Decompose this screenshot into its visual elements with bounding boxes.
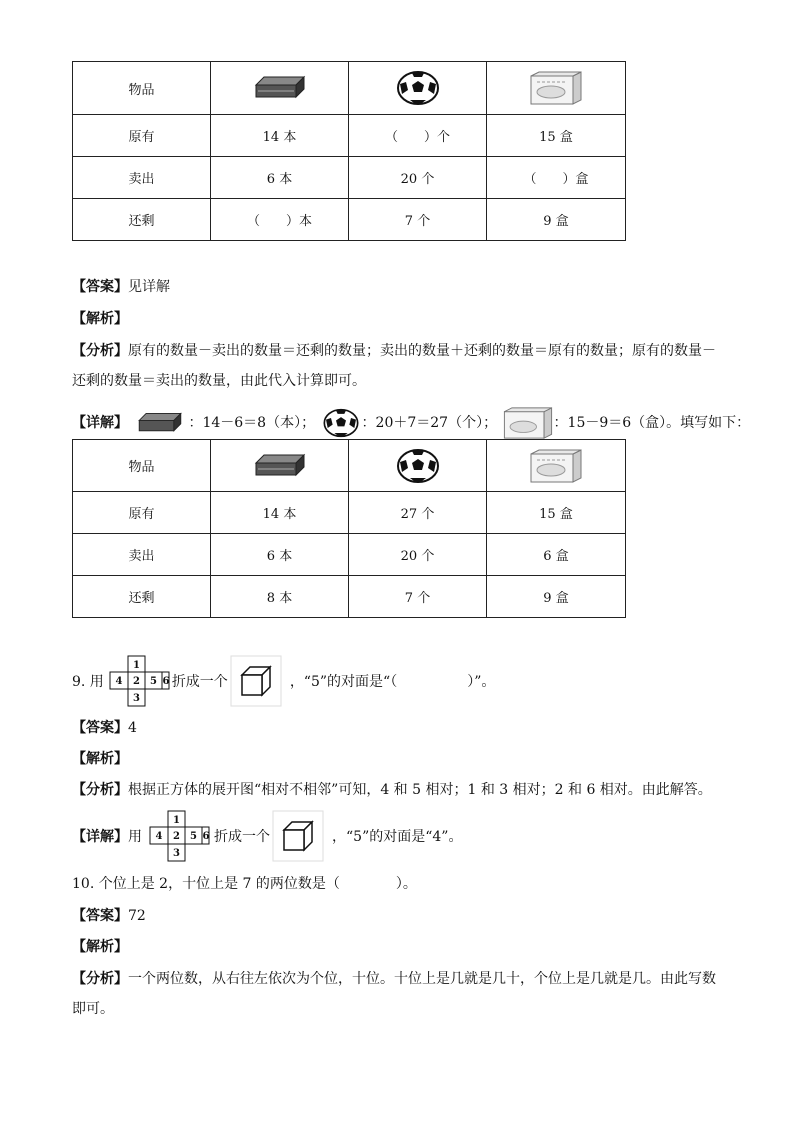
table-cell-blank: （ ）盒 xyxy=(487,157,626,199)
box-icon-cell xyxy=(487,440,626,492)
net-face-6: 6 xyxy=(162,676,170,687)
table-cell: 15 盒 xyxy=(487,115,626,157)
fenxi-tag: 【分析】 xyxy=(72,971,128,987)
box-icon-cell xyxy=(487,62,626,115)
net-face-3: 3 xyxy=(173,848,180,859)
box-icon xyxy=(529,70,583,106)
detail-tag: 【详解】 xyxy=(72,415,128,431)
book-icon xyxy=(252,451,308,481)
fenxi-line-1 xyxy=(72,341,716,361)
table-cell: 14 本 xyxy=(211,492,349,534)
analysis-line xyxy=(72,749,128,769)
soccer-ball-icon-cell xyxy=(349,62,487,115)
items-table-answer xyxy=(72,439,626,618)
box-icon xyxy=(529,448,583,484)
row-label: 原有 xyxy=(73,492,211,534)
detail-calc-2: ：20＋7＝27（个）； xyxy=(361,415,498,431)
cube-icon xyxy=(272,810,324,862)
analysis-tag: 【解析】 xyxy=(72,311,128,327)
fenxi-line-2 xyxy=(72,999,114,1019)
cube-net-icon xyxy=(106,655,170,707)
fenxi-text: 原有的数量－卖出的数量＝还剩的数量；卖出的数量＋还剩的数量＝原有的数量；原有的数量－ xyxy=(128,343,716,359)
cube-net-icon xyxy=(144,810,212,862)
net-face-1: 1 xyxy=(132,660,140,671)
answer-line xyxy=(72,718,137,738)
analysis-tag: 【解析】 xyxy=(72,939,128,955)
fenxi-line-1 xyxy=(72,969,716,989)
question-9-mid: 折成一个 xyxy=(171,674,228,690)
net-face-5: 5 xyxy=(149,676,157,687)
table-cell: 6 本 xyxy=(211,157,349,199)
question-10 xyxy=(72,874,417,894)
box-icon xyxy=(502,406,554,440)
answer-line xyxy=(72,277,170,297)
answer-line xyxy=(72,906,146,926)
book-icon xyxy=(252,73,308,103)
cube-icon xyxy=(230,655,282,707)
soccer-ball-icon xyxy=(396,70,440,106)
table-cell: 20 个 xyxy=(349,157,487,199)
soccer-ball-icon-cell xyxy=(349,440,487,492)
table-cell: 15 盒 xyxy=(487,492,626,534)
answer-text: 4 xyxy=(128,720,137,736)
answer-text: 见详解 xyxy=(128,279,170,295)
question-10-text: 10. 个位上是 2，十位上是 7 的两位数是（ ）。 xyxy=(72,876,417,892)
row-label: 卖出 xyxy=(73,534,211,576)
table-cell: 7 个 xyxy=(349,199,487,241)
detail-suffix: ，“5”的对面是“4”。 xyxy=(332,829,463,845)
detail-calc-3: ：15－9＝6（盒）。填写如下： xyxy=(553,415,751,431)
net-face-1: 1 xyxy=(173,815,180,826)
net-face-4: 4 xyxy=(155,831,163,842)
question-9 xyxy=(72,654,495,708)
question-9-suffix: ，“5”的对面是“（ ）”。 xyxy=(289,674,496,690)
net-face-5: 5 xyxy=(190,831,197,842)
analysis-line xyxy=(72,937,128,957)
table-cell-blank: （ ）个 xyxy=(349,115,487,157)
items-table-question xyxy=(72,61,626,241)
book-icon xyxy=(132,410,188,436)
table-cell: 7 个 xyxy=(349,576,487,618)
table-cell: 8 本 xyxy=(211,576,349,618)
table-cell: 6 盒 xyxy=(487,534,626,576)
fenxi-line xyxy=(72,780,712,800)
row-label: 卖出 xyxy=(73,157,211,199)
net-face-4: 4 xyxy=(115,676,123,687)
table-cell-blank: （ ）本 xyxy=(211,199,349,241)
detail-mid: 折成一个 xyxy=(214,829,270,845)
detail-line xyxy=(72,406,750,440)
row-label: 还剩 xyxy=(73,576,211,618)
fenxi-text: 即可。 xyxy=(72,1001,114,1017)
fenxi-tag: 【分析】 xyxy=(72,343,128,359)
net-face-2: 2 xyxy=(132,676,140,687)
soccer-ball-icon xyxy=(320,408,362,438)
analysis-tag: 【解析】 xyxy=(72,751,128,767)
detail-prefix: 用 xyxy=(128,829,142,845)
net-face-3: 3 xyxy=(132,693,140,704)
answer-tag: 【答案】 xyxy=(72,908,128,924)
net-face-2: 2 xyxy=(173,831,180,842)
answer-tag: 【答案】 xyxy=(72,279,128,295)
question-9-prefix: 9. 用 xyxy=(72,674,104,690)
soccer-ball-icon xyxy=(396,448,440,484)
row-label: 还剩 xyxy=(73,199,211,241)
book-icon-cell xyxy=(211,62,349,115)
table-cell: 14 本 xyxy=(211,115,349,157)
header-label: 物品 xyxy=(73,440,211,492)
question-9-detail xyxy=(72,809,462,863)
row-label: 原有 xyxy=(73,115,211,157)
detail-calc-1: ：14－6＝8（本）； xyxy=(188,415,316,431)
table-cell: 9 盒 xyxy=(487,576,626,618)
fenxi-text: 还剩的数量＝卖出的数量，由此代入计算即可。 xyxy=(72,373,366,389)
header-label: 物品 xyxy=(73,62,211,115)
fenxi-text: 一个两位数，从右往左依次为个位，十位。十位上是几就是几十，个位上是几就是几。由此写数 xyxy=(128,971,716,987)
fenxi-text: 根据正方体的展开图“相对不相邻”可知，4 和 5 相对；1 和 3 相对；2 和 6 相对。由此解答。 xyxy=(128,782,712,798)
table-cell: 27 个 xyxy=(349,492,487,534)
book-icon-cell xyxy=(211,440,349,492)
table-cell: 6 本 xyxy=(211,534,349,576)
answer-tag: 【答案】 xyxy=(72,720,128,736)
fenxi-line-2 xyxy=(72,371,366,391)
detail-tag: 【详解】 xyxy=(72,829,128,845)
analysis-line xyxy=(72,309,128,329)
answer-text: 72 xyxy=(128,908,146,924)
fenxi-tag: 【分析】 xyxy=(72,782,128,798)
table-cell: 9 盒 xyxy=(487,199,626,241)
net-face-6: 6 xyxy=(202,831,210,842)
table-cell: 20 个 xyxy=(349,534,487,576)
